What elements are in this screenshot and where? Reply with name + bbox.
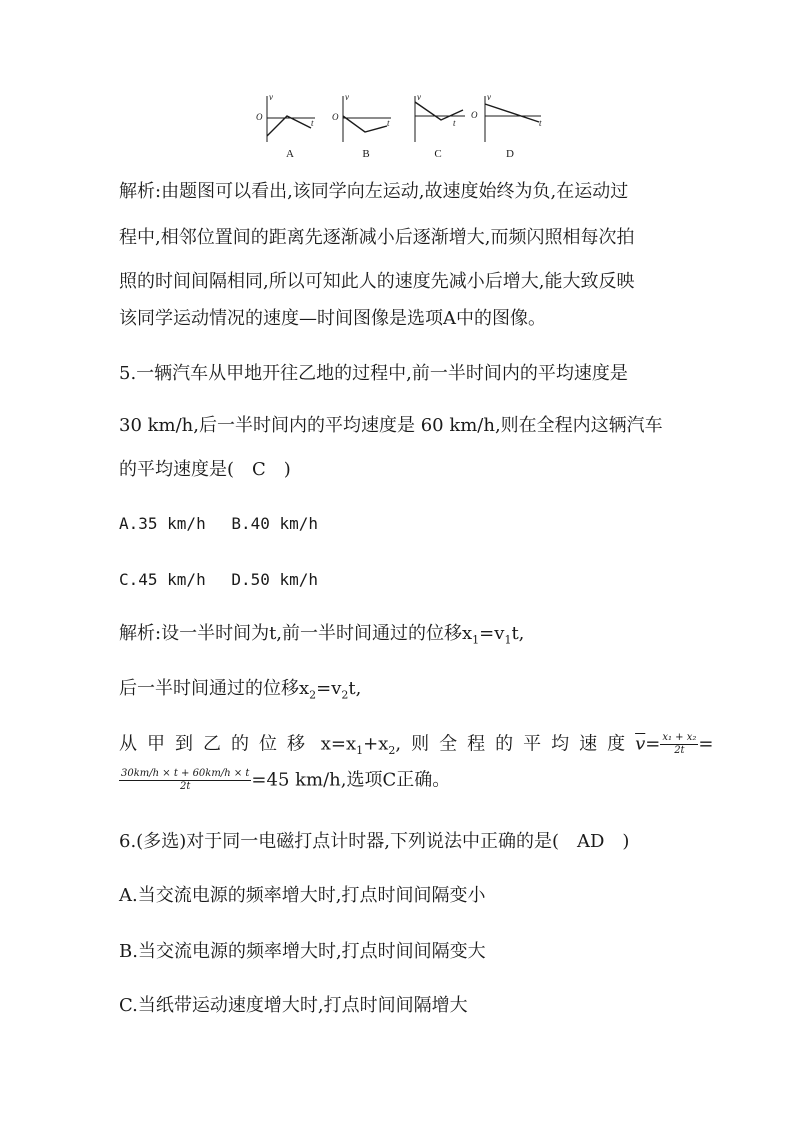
text-segment: +x [363,733,389,755]
q6-option-a: A.当交流电源的频率增大时,打点时间间隔变小 [119,885,486,906]
q4-analysis-line-4: 该同学运动情况的速度—时间图像是选项A中的图像。 [119,308,546,329]
q5-stem-line-3: 的平均速度是( C ) [119,459,291,480]
q5-options-cd: C.45 km/h D.50 km/h [119,570,319,589]
q4-analysis-line-2: 程中,相邻位置间的距离先逐渐减小后逐渐增大,而频闪照相每次拍 [119,227,635,248]
fraction-numerator: 30km/h × t + 60km/h × t [121,768,250,779]
q6-option-b: B.当交流电源的频率增大时,打点时间间隔变大 [119,941,486,962]
graph-c [407,92,469,164]
text-segment: =v [316,678,342,699]
graph-d-label: D [506,148,514,160]
q6-stem: 6.(多选)对于同一电磁打点计时器,下列说法中正确的是( AD ) [119,831,630,852]
q5-stem-line-2: 30 km/h,后一半时间内的平均速度是 60 km/h,则在全程内这辆汽车 [119,415,663,436]
axis-t-label: t [453,118,456,128]
fraction-x-over-2t [660,732,698,757]
text-segment: =45 km/h,选项C正确。 [251,769,451,791]
q5-analysis-line-1 [119,622,524,653]
vt-graphs-figure [255,92,545,164]
q4-analysis-line-1: 解析:由题图可以看出,该同学向左运动,故速度始终为负,在运动过 [119,181,629,202]
graph-a-label: A [286,148,294,160]
subscript: 1 [504,633,512,647]
q6-option-c: C.当纸带运动速度增大时,打点时间间隔增大 [119,995,468,1016]
text-segment: ,则全程的平均速度 [395,733,636,755]
graph-b [331,92,393,164]
q4-analysis-line-3: 照的时间间隔相同,所以可知此人的速度先减小后增大,能大致反映 [119,271,635,292]
text-segment: 后一半时间通过的位移x [119,678,310,699]
fraction-numerator: x₁ + x₂ [662,732,697,743]
q5-analysis-line-3 [119,732,714,763]
equals-sign: = [698,733,714,755]
axis-v-label: v [487,92,491,102]
axis-t-label: t [539,118,542,128]
origin-label: O [471,110,478,120]
text-segment: t, [511,623,525,644]
q5-analysis-line-2 [119,677,361,708]
graph-b-plot [331,92,393,148]
axis-t-label: t [387,118,390,128]
text-segment: t, [348,678,362,699]
axis-t-label: t [311,118,314,128]
axis-v-label: v [417,92,421,102]
equals-sign: = [645,733,661,755]
graph-a [255,92,317,164]
subscript: 2 [341,688,349,702]
fraction-denominator: 2t [180,781,191,792]
text-segment: x=x [320,733,357,755]
q5-stem-line-1: 5.一辆汽车从甲地开往乙地的过程中,前一半时间内的平均速度是 [119,363,628,384]
text-segment: 解析:设一半时间为t,前一半时间通过的位移x [119,623,473,644]
q5-options-ab: A.35 km/h B.40 km/h [119,514,319,533]
axis-v-label: v [345,92,349,102]
subscript: 2 [309,688,317,702]
origin-label: O [332,112,339,122]
text-segment: 从甲到乙的位移 [119,733,315,755]
subscript: 1 [356,744,364,758]
graph-b-label: B [362,148,370,160]
axis-v-label: v [269,92,273,102]
origin-label: O [256,112,263,122]
fraction-distance-over-2t [119,768,251,793]
fraction-denominator: 2t [674,745,685,756]
q5-analysis-line-4 [119,768,450,793]
graph-c-label: C [434,148,442,160]
subscript: 2 [388,744,396,758]
average-velocity-symbol: $\overline{v}$ [635,733,646,755]
text-segment: =v [479,623,505,644]
subscript: 1 [472,633,480,647]
graph-d [471,92,542,164]
graph-a-plot [255,92,317,148]
